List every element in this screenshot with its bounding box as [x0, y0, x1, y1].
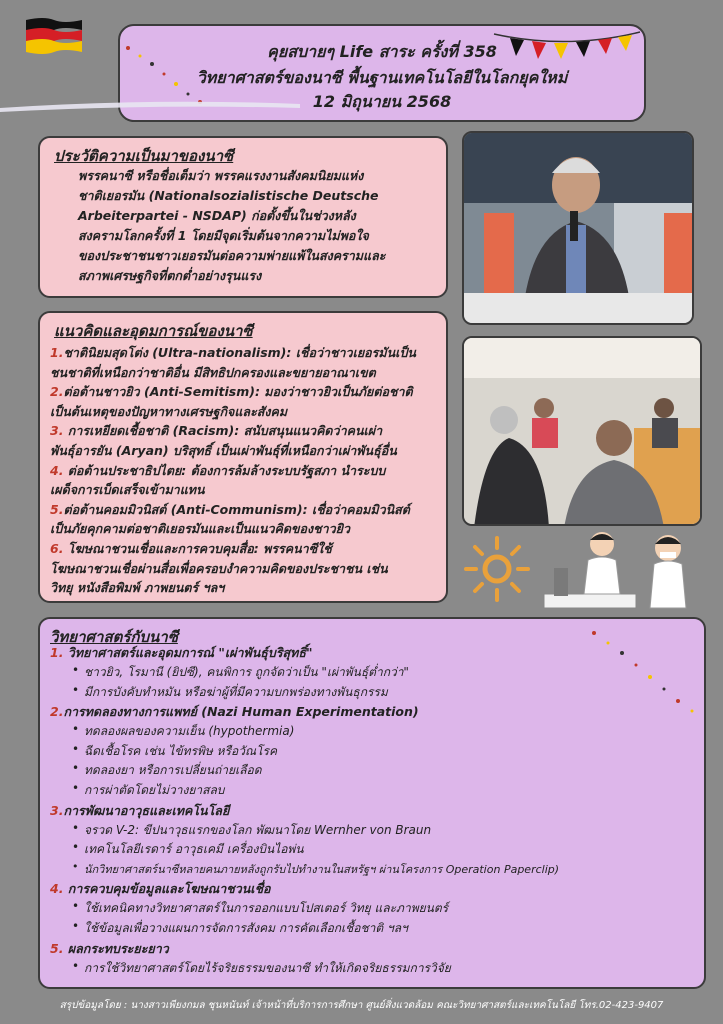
science-bullet: • นักวิทยาศาสตร์นาซีหลายคนภายหลังถูกรับไปทำงานในสหรัฐฯ ผ่านโครงการ Operation Paperclip) — [84, 860, 559, 878]
ideology-line — [50, 382, 413, 402]
german-flag-icon — [24, 16, 84, 56]
ideology-text: ชาตินิยมสุดโต่ง (Ultra-nationalism): เชื่อว่าชาวเยอรมันเป็น — [63, 345, 416, 360]
photo-speaker — [462, 131, 694, 325]
ideology-line — [50, 441, 397, 461]
ideology-text: ต่อต้านประชาธิปไตย: ต้องการล้มล้างระบบรัฐสภา นำระบบ — [63, 462, 386, 478]
ideology-number: 6. — [50, 541, 64, 556]
ideology-line — [50, 519, 350, 539]
ideology-line — [50, 539, 332, 559]
history-line: ของประชาชนชาวเยอรมันต่อความพ่ายแพ้ในสงครามและ — [78, 248, 386, 263]
scientist-illustration-icon — [540, 528, 700, 614]
ideology-line — [50, 402, 287, 422]
science-bullet: • ใช้เทคนิคทางวิทยาศาสตร์ในการออกแบบโปสเตอร์ วิทยุ และภาพยนตร์ — [84, 899, 448, 918]
history-line: สงครามโลกครั้งที่ 1 โดยมีจุดเริ่มต้นจากความไม่พอใจ — [78, 228, 369, 243]
science-group-number: 2. — [50, 704, 64, 720]
science-bullet: • ชาวยิว, โรมานี (ยิปซี), คนพิการ ถูกจัดว่าเป็น "เผ่าพันธุ์ต่ำกว่า" — [84, 663, 409, 682]
science-group-title: วิทยาศาสตร์และอุดมการณ์ "เผ่าพันธุ์บริสุทธิ์" — [63, 645, 313, 660]
science-group-title: การควบคุมข้อมูลและโฆษณาชวนเชื่อ — [63, 881, 271, 897]
science-bullet: • ทดลองยา หรือการเปลี่ยนถ่ายเลือด — [84, 761, 262, 780]
ideology-number: 2. — [50, 384, 64, 400]
ideology-title: แนวคิดและอุดมการณ์ของนาซี — [54, 322, 253, 340]
bunting-icon — [492, 28, 642, 68]
science-group-heading — [50, 801, 229, 821]
ideology-number: 3. — [50, 423, 64, 439]
history-title: ประวัติความเป็นมาของนาซี — [54, 147, 234, 165]
science-group-heading — [50, 939, 169, 959]
ideology-line — [50, 363, 376, 383]
ideology-line — [50, 559, 388, 579]
science-bullet: • การผ่าตัดโดยไม่วางยาสลบ — [84, 781, 224, 800]
science-bullet: • ทดลองผลของความเย็น (hypothermia) — [84, 722, 294, 741]
science-group-heading — [50, 643, 313, 663]
ideology-section — [38, 311, 448, 603]
photo-meeting — [462, 336, 702, 526]
ideology-text: โฆษณาชวนเชื่อผ่านสื่อเพื่อครอบงำความคิดของประชาชน เช่น — [50, 560, 388, 576]
science-bullet: • ฉีดเชื้อโรค เช่น ไข้ทรพิษ หรือวัณโรค — [84, 742, 277, 761]
science-group-number: 5. — [50, 940, 64, 956]
science-bullet: • ใช้ข้อมูลเพื่อวางแผนการจัดการสังคม การคัดเลือกเชื้อชาติ ฯลฯ — [84, 919, 408, 938]
history-section — [38, 136, 448, 298]
history-line: ชาติเยอรมัน (Nationalsozialistische Deutsche — [78, 188, 379, 203]
science-group-title: การพัฒนาอาวุธและเทคโนโลยี — [63, 802, 230, 818]
brush-stroke-decoration — [0, 98, 300, 114]
science-bullet: • จรวด V-2: ขีปนาวุธแรกของโลก พัฒนาโดย Wernher von Braun — [84, 821, 431, 840]
ideology-number: 4. — [50, 462, 64, 478]
ideology-text: พันธุ์อารยัน (Aryan) บริสุทธิ์ เป็นเผ่าพันธุ์ที่เหนือกว่าเผ่าพันธุ์อื่น — [50, 443, 397, 458]
ideology-text: เป็นต้นเหตุของปัญหาทางเศรษฐกิจและสังคม — [50, 403, 288, 419]
footer-credit: สรุปข้อมูลโดย : นางสาวเพียงกมล ชุนหนันท์ เจ้าหน้าที่บริการการศึกษา ศูนย์สิ่งแวดล้อม คณะวิทยาศาสตร์และเทคโนโลยี โทร.02-423-9407 — [59, 1000, 664, 1011]
ideology-text: ชนชาติที่เหนือกว่าชาติอื่น มีสิทธิปกครองและขยายอาณาเขต — [50, 364, 376, 380]
ideology-text: เผด็จการเบ็ดเสร็จเข้ามาแทน — [50, 482, 205, 498]
ideology-number: 5. — [50, 501, 64, 517]
ideology-text: ต่อต้านคอมมิวนิสต์ (Anti-Communism): เชื่อว่าคอมมิวนิสต์ — [63, 501, 410, 517]
science-group-heading — [50, 702, 419, 722]
ideology-text: วิทยุ หนังสือพิมพ์ ภาพยนตร์ ฯลฯ — [50, 580, 225, 596]
science-bullet: • มีการบังคับทำหมัน หรือฆ่าผู้ที่มีความบกพร่องทางพันธุกรรม — [84, 683, 388, 702]
history-line: พรรคนาซี หรือชื่อเต็มว่า พรรคแรงงานสังคมนิยมแห่ง — [78, 168, 364, 183]
history-line: สภาพเศรษฐกิจที่ตกต่ำอย่างรุนแรง — [78, 268, 262, 283]
ideology-text: การเหยียดเชื้อชาติ (Racism): สนับสนุนแนวคิดว่าคนเผ่า — [63, 423, 383, 439]
science-group-number: 1. — [50, 645, 64, 660]
ideology-line — [50, 578, 224, 598]
science-group-number: 3. — [50, 802, 64, 818]
header-line1: คุยสบายๆ Life สาระ ครั้งที่ 358 — [267, 42, 497, 61]
ideology-line — [50, 343, 416, 363]
header-line3: 12 มิถุนายน 2568 — [312, 92, 452, 111]
science-bullet: • เทคโนโลยีเรดาร์ อาวุธเคมี เครื่องบินไอพ่น — [84, 840, 304, 859]
science-group-title: ผลกระทบระยะยาว — [63, 940, 169, 956]
science-title: วิทยาศาสตร์กับนาซี — [50, 628, 178, 646]
ideology-line — [50, 480, 205, 500]
ideology-line — [50, 500, 410, 520]
science-group-heading — [50, 879, 271, 899]
header-line2: วิทยาศาสตร์ของนาซี พื้นฐานเทคโนโลยีในโลกยุคใหม่ — [196, 68, 568, 87]
ideology-line — [50, 461, 385, 481]
ideology-text: เป็นภัยคุกคามต่อชาติเยอรมันและเป็นแนวคิดของชาวยิว — [50, 521, 351, 537]
ideology-text: โฆษณาชวนเชื่อและการควบคุมสื่อ: พรรคนาซีใช้ — [63, 541, 332, 556]
science-bullet: • การใช้วิทยาศาสตร์โดยไร้จริยธรรมของนาซี ทำให้เกิดจริยธรรมการวิจัย — [84, 959, 451, 978]
sparkle-decoration-icon — [588, 627, 698, 717]
ideology-number: 1. — [50, 345, 64, 360]
science-group-title: การทดลองทางการแพทย์ (Nazi Human Experimentation) — [63, 704, 419, 720]
sun-icon — [462, 534, 532, 604]
science-group-number: 4. — [50, 881, 64, 897]
history-line: Arbeiterpartei - NSDAP) ก่อตั้งขึ้นในช่วงหลัง — [78, 208, 356, 223]
ideology-line — [50, 421, 382, 441]
science-section — [38, 617, 706, 989]
ideology-text: ต่อต้านชาวยิว (Anti-Semitism): มองว่าชาวยิวเป็นภัยต่อชาติ — [63, 384, 413, 400]
